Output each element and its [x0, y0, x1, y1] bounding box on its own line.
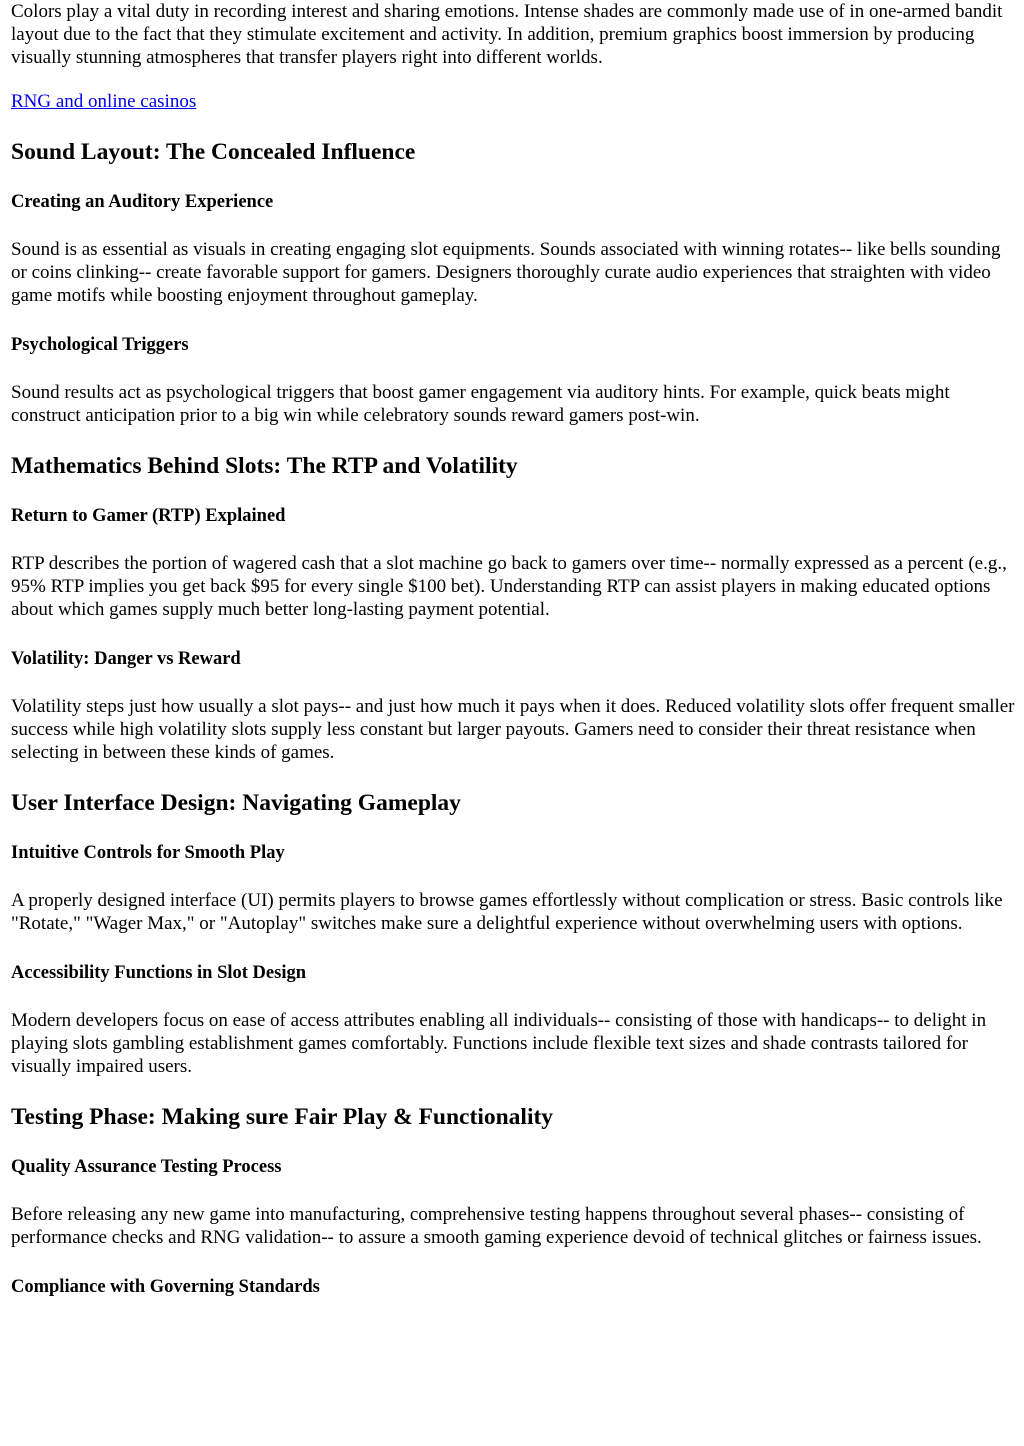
subsection-paragraph: Sound results act as psychological triggers that boost gamer engagement via auditory hints. For example, quick beats might construct anticipation prior to a big win while celebratory sounds reward gamers post-win.	[11, 382, 950, 426]
subsection-paragraph: Sound is as essential as visuals in creating engaging slot equipments. Sounds associated with winning rotates-- like bells sounding or coins clinking-- create favorable support for gamers. Designers thoroughly curate audio experiences that straighten with video game motifs while boosting enjoyment throughout gameplay.	[11, 239, 1001, 306]
subsection-heading: Volatility: Danger vs Reward	[11, 649, 241, 669]
subsection-heading: Return to Gamer (RTP) Explained	[11, 506, 286, 526]
subsection-paragraph: Before releasing any new game into manufacturing, comprehensive testing happens throughout several phases-- consisting of performance checks and RNG validation-- to assure a smooth gaming experience devoid of technical glitches or fairness issues.	[11, 1204, 982, 1248]
intro-link-line	[11, 90, 1016, 113]
subsection-paragraph: Modern developers focus on ease of access attributes enabling all individuals-- consisting of those with handicaps-- to delight in playing slots gambling establishment games comfortably. Functions include flexible text sizes and shade contrasts tailored for visually impaired users.	[11, 1010, 987, 1077]
rng-online-casinos-link[interactable]: RNG and online casinos	[11, 91, 197, 112]
section-heading: Sound Layout: The Concealed Influence	[11, 139, 416, 165]
subsection-paragraph: A properly designed interface (UI) permits players to browse games effortlessly without complication or stress. Basic controls like "Rotate," "Wager Max," or "Autoplay" switches make sure a delightful experience without overwhelming users with options.	[11, 890, 1003, 934]
subsection-heading: Psychological Triggers	[11, 335, 189, 355]
subsection-heading: Intuitive Controls for Smooth Play	[11, 843, 285, 863]
subsection-heading: Compliance with Governing Standards	[11, 1277, 320, 1297]
subsection-heading: Creating an Auditory Experience	[11, 192, 274, 212]
subsection-heading: Accessibility Functions in Slot Design	[11, 963, 306, 983]
section-heading: Mathematics Behind Slots: The RTP and Volatility	[11, 453, 518, 479]
subsection-paragraph: RTP describes the portion of wagered cash that a slot machine go back to gamers over time-- normally expressed as a percent (e.g., 95% RTP implies you get back $95 for every single $100 bet). Understanding RTP can assist players in making educated options about which games supply much better long-lasting payment potential.	[11, 553, 1007, 620]
section-heading: Testing Phase: Making sure Fair Play & Functionality	[11, 1104, 554, 1130]
section-heading: User Interface Design: Navigating Gameplay	[11, 790, 461, 816]
subsection-heading: Quality Assurance Testing Process	[11, 1157, 282, 1177]
subsection-paragraph: Volatility steps just how usually a slot pays-- and just how much it pays when it does. Reduced volatility slots offer frequent smaller success while high volatility slots supply less constant but larger payouts. Gamers need to consider their threat resistance when selecting in between these kinds of games.	[11, 696, 1015, 763]
intro-paragraph: Colors play a vital duty in recording interest and sharing emotions. Intense shades are commonly made use of in one-armed bandit layout due to the fact that they stimulate excitement and activity. In addition, premium graphics boost immersion by producing visually stunning atmospheres that transfer players right into different worlds.	[11, 1, 1003, 68]
